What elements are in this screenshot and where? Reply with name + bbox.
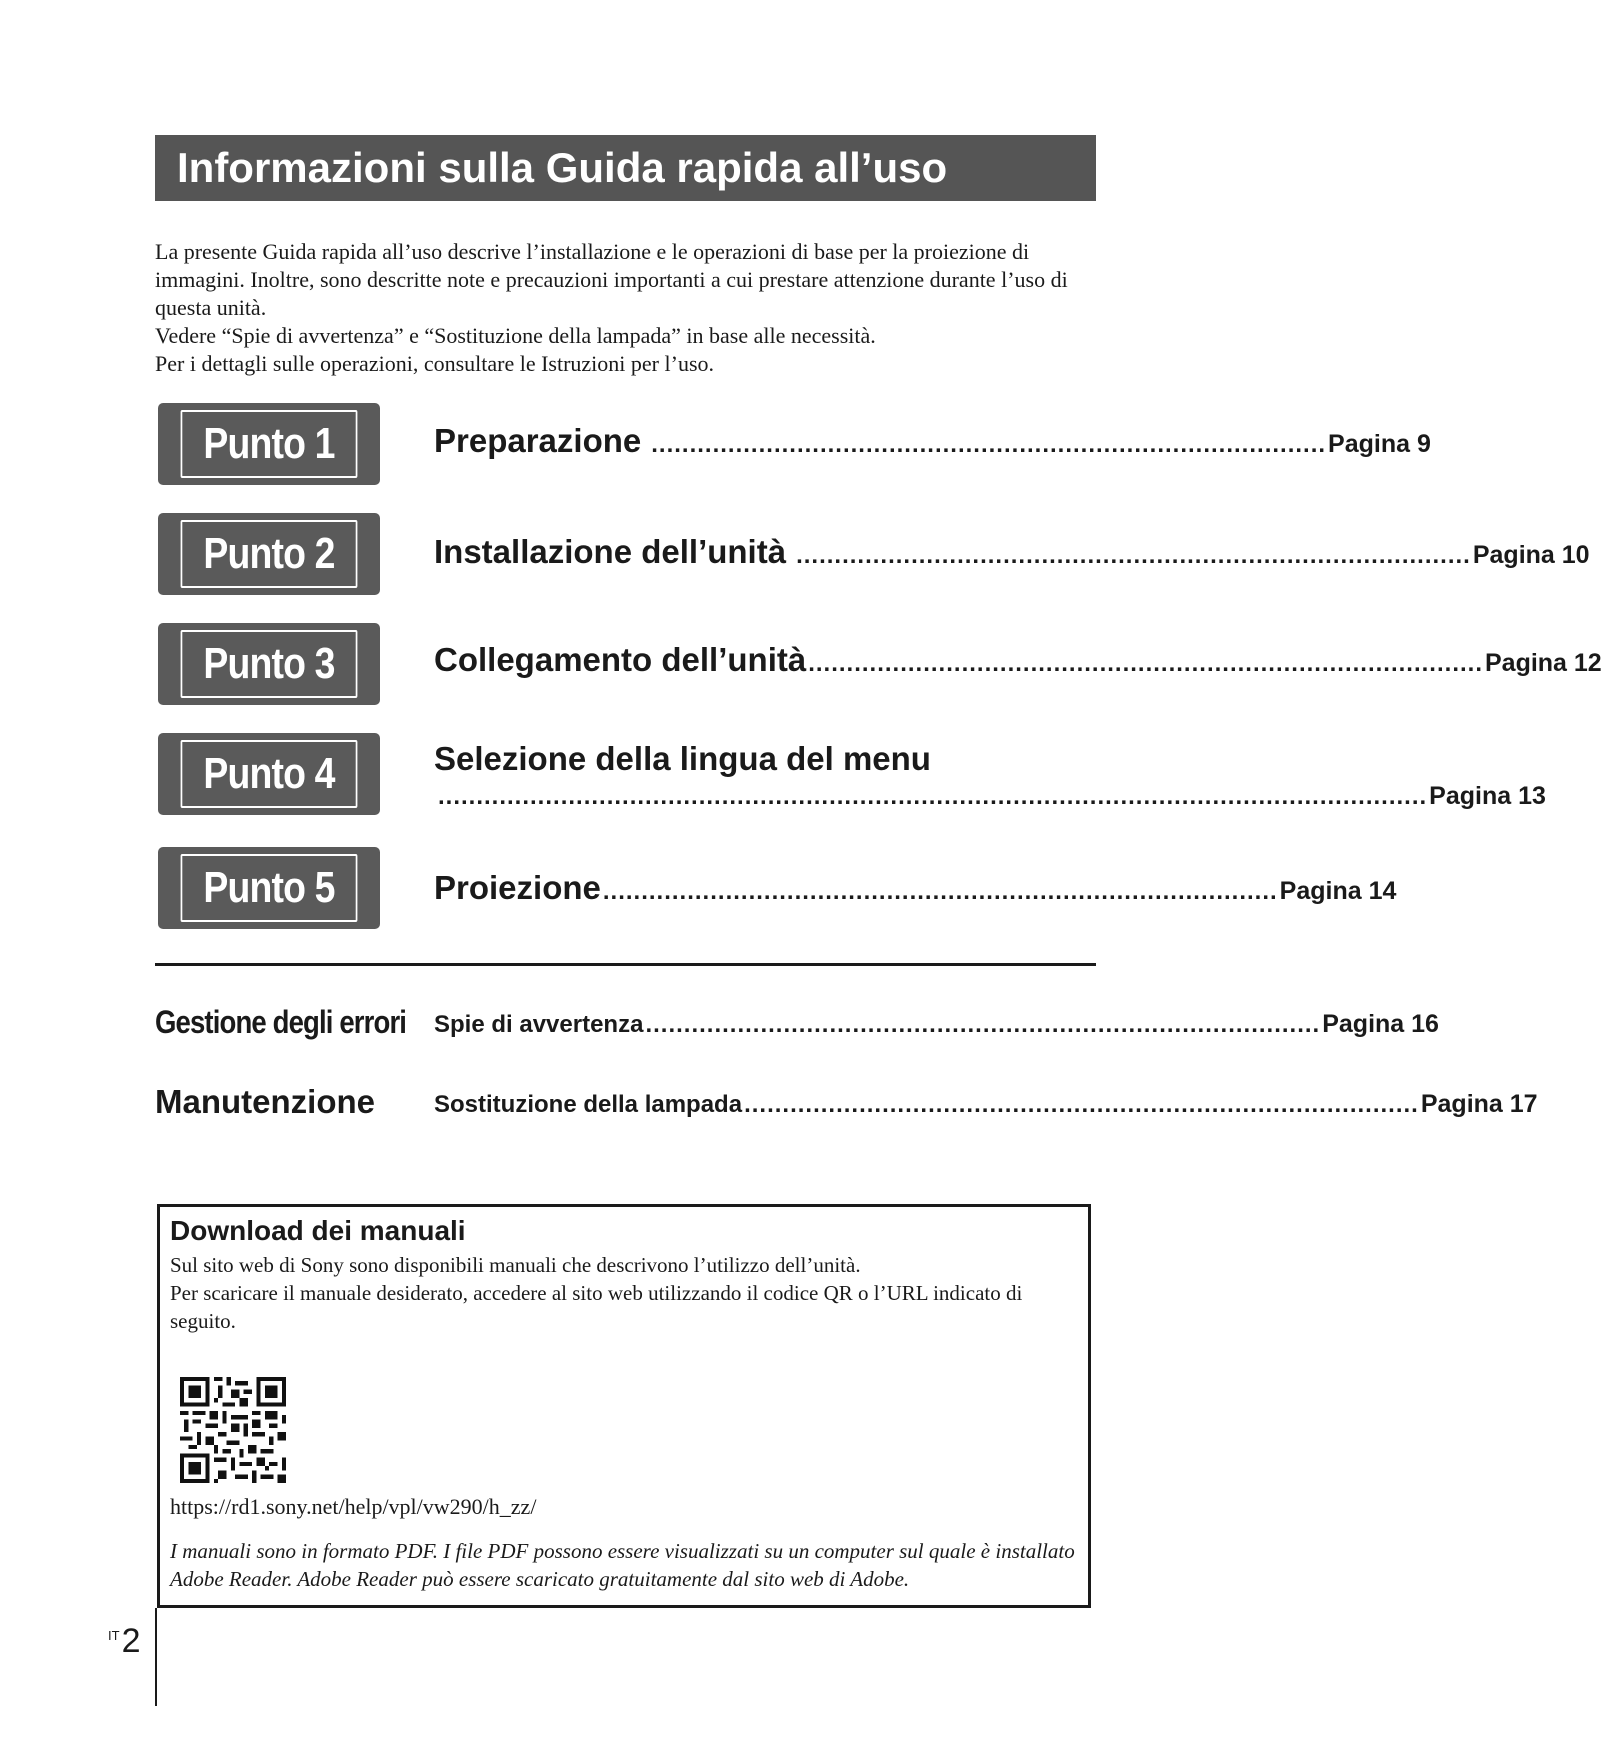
toc-entry-step-1[interactable] bbox=[434, 422, 1431, 460]
toc-entry-page: Pagina 16 bbox=[1322, 1010, 1439, 1038]
step-badge-label: Punto 3 bbox=[181, 630, 358, 698]
toc-entry-label: Proiezione bbox=[434, 869, 601, 906]
toc-entry-page: Pagina 14 bbox=[1279, 877, 1397, 905]
toc-entry-label: Installazione dell’unità bbox=[434, 533, 787, 570]
toc-entry-page: Pagina 10 bbox=[1472, 541, 1590, 569]
step-badge-5 bbox=[158, 847, 380, 929]
toc-entry-page: Pagina 13 bbox=[1429, 782, 1546, 810]
toc-entry-label: Sostituzione della lampada bbox=[434, 1091, 743, 1118]
download-text-2: Per scaricare il manuale desiderato, accedere al sito web utilizzando il codice QR o l’URL indicato di seguito. bbox=[170, 1281, 1023, 1333]
pdf-note: I manuali sono in formato PDF. I file PDF possono essere visualizzati su un computer sul quale è installato Adobe Reader. Adobe Reader può essere scaricato gratuitamente dal sito web di Adobe. bbox=[170, 1539, 1075, 1591]
toc-entry-label: Spie di avvertenza bbox=[434, 1011, 644, 1038]
toc-leader-dots: ........................................................................................ bbox=[808, 650, 1483, 677]
section-label-errors: Gestione degli errori bbox=[155, 1004, 407, 1040]
step-badge-1 bbox=[158, 403, 380, 485]
page-language-code: IT bbox=[108, 1628, 120, 1643]
page-title: Informazioni sulla Guida rapida all’uso bbox=[155, 135, 1096, 201]
step-badge-2 bbox=[158, 513, 380, 595]
toc-leader-dots: ................................................................................................................................. bbox=[438, 783, 1428, 810]
intro-paragraph-3: Per i dettagli sulle operazioni, consultare le Istruzioni per l’uso. bbox=[155, 351, 715, 376]
toc-entry-page: Pagina 9 bbox=[1328, 430, 1431, 458]
toc-leader-dots: ........................................................................................ bbox=[744, 1091, 1419, 1118]
step-badge-4 bbox=[158, 733, 380, 815]
download-title: Download dei manuali bbox=[170, 1215, 466, 1246]
toc-leader-dots: ........................................................................................ bbox=[651, 431, 1327, 458]
download-text-1: Sul sito web di Sony sono disponibili manuali che descrivono l’utilizzo dell’unità. bbox=[170, 1253, 861, 1277]
toc-entry-errors[interactable] bbox=[434, 1010, 1439, 1039]
toc-entry-step-2[interactable] bbox=[434, 533, 1590, 571]
step-badge-label: Punto 4 bbox=[181, 740, 358, 808]
intro-paragraph-2: Vedere “Spie di avvertenza” e “Sostituzione della lampada” in base alle necessità. bbox=[155, 323, 876, 348]
toc-entry-step-4-label[interactable]: Selezione della lingua del menu bbox=[434, 740, 931, 777]
toc-entry-step-4[interactable] bbox=[438, 782, 1546, 811]
intro-paragraph-1: La presente Guida rapida all’uso descrive l’installazione e le operazioni di base per la proiezione di immagini. Inoltre, sono descritte note e precauzioni importanti a cui prestare attenzione durante l’uso di questa unità. bbox=[155, 239, 1068, 320]
toc-leader-dots: ........................................................................................ bbox=[602, 878, 1278, 905]
section-label-maintenance: Manutenzione bbox=[155, 1083, 375, 1120]
page-number bbox=[108, 1622, 140, 1661]
page-number-value: 2 bbox=[121, 1622, 141, 1660]
step-badge-label: Punto 1 bbox=[181, 410, 358, 478]
step-badge-label: Punto 5 bbox=[181, 854, 358, 922]
qr-code-icon[interactable] bbox=[180, 1377, 286, 1483]
toc-entry-label: Collegamento dell’unità bbox=[434, 641, 807, 678]
download-manuals-box bbox=[157, 1204, 1091, 1608]
toc-entry-step-3[interactable] bbox=[434, 641, 1602, 679]
intro-text bbox=[155, 238, 1095, 378]
toc-leader-dots: ........................................................................................ bbox=[645, 1011, 1321, 1038]
toc-entry-page: Pagina 17 bbox=[1420, 1090, 1538, 1118]
step-badge-label: Punto 2 bbox=[181, 520, 358, 588]
toc-entry-step-5[interactable] bbox=[434, 869, 1397, 907]
section-divider bbox=[155, 963, 1096, 966]
step-badge-3 bbox=[158, 623, 380, 705]
manual-url-link[interactable]: https://rd1.sony.net/help/vpl/vw290/h_zz/ bbox=[170, 1494, 537, 1519]
page-margin-rule bbox=[155, 1608, 157, 1706]
toc-leader-dots: ........................................................................................ bbox=[796, 542, 1471, 569]
toc-entry-page: Pagina 12 bbox=[1484, 649, 1602, 677]
toc-entry-label: Preparazione bbox=[434, 422, 642, 459]
toc-entry-maintenance[interactable] bbox=[434, 1090, 1538, 1119]
